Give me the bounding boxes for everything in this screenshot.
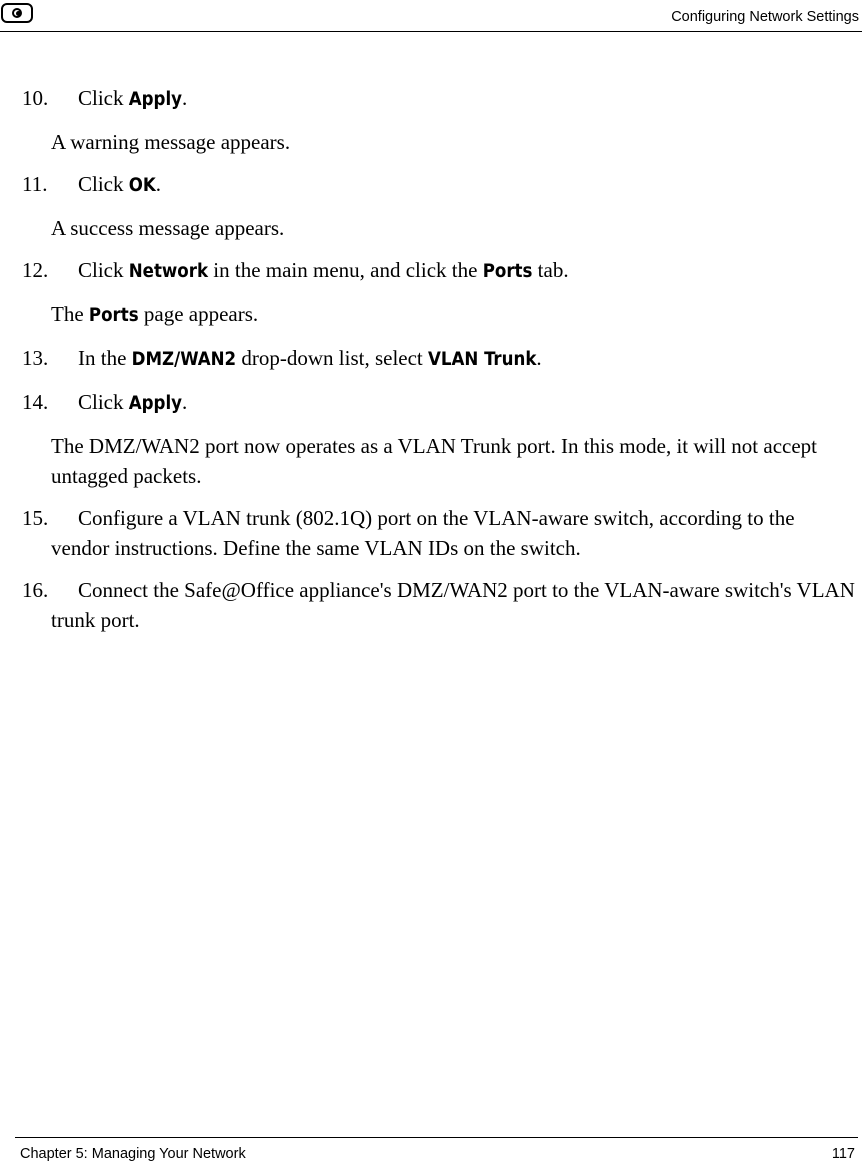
step-number: 15. [22, 506, 49, 530]
page-footer [15, 1137, 858, 1166]
ui-term-apply: Apply [128, 393, 183, 414]
ui-term-apply: Apply [128, 89, 183, 110]
page-header [0, 0, 862, 32]
procedure-steps [22, 83, 858, 647]
safe-at-office-logo-icon [1, 3, 33, 23]
step-14: 14. Click Apply. [22, 387, 858, 419]
step-number: 12. [22, 258, 49, 282]
step-10: 10. Click Apply. [22, 83, 858, 115]
step-number: 14. [22, 390, 49, 414]
step-11: 11. Click OK. [22, 169, 858, 201]
ui-term-network: Network [128, 261, 209, 282]
header-title: Configuring Network Settings [671, 9, 859, 25]
step-number: 10. [22, 86, 49, 110]
page-number: 117 [831, 1146, 855, 1162]
step-13: 13. In the DMZ/WAN2 drop-down list, select VLAN Trunk. [22, 343, 858, 375]
ui-term-ports: Ports [88, 305, 139, 326]
step-15 [22, 503, 858, 563]
step-number: 13. [22, 346, 49, 370]
step-12: 12. Click Network in the main menu, and click the Ports tab. [22, 255, 858, 287]
step-result: The DMZ/WAN2 port now operates as a VLAN Trunk port. In this mode, it will not accept untagged packets. [51, 434, 817, 488]
chapter-title: Chapter 5: Managing Your Network [20, 1146, 246, 1162]
ui-term-ports: Ports [482, 261, 533, 282]
ui-term-ok: OK [128, 175, 156, 196]
step-result: The Ports page appears. [51, 302, 259, 326]
step-result: A warning message appears. [51, 130, 291, 154]
step-result: A success message appears. [51, 216, 285, 240]
ui-term-dmz-wan2: DMZ/WAN2 [131, 349, 237, 370]
step-number: 11. [22, 172, 48, 196]
step-number: 16. [22, 578, 49, 602]
ui-term-vlan-trunk: VLAN Trunk [428, 349, 537, 370]
step-text: Connect the Safe@Office appliance's DMZ/WAN2 port to the VLAN-aware switch's VLAN trunk port. [51, 578, 855, 632]
step-text: Configure a VLAN trunk (802.1Q) port on the VLAN-aware switch, according to the vendor instructions. Define the same VLAN IDs on the switch. [51, 506, 795, 560]
step-16 [22, 575, 858, 635]
